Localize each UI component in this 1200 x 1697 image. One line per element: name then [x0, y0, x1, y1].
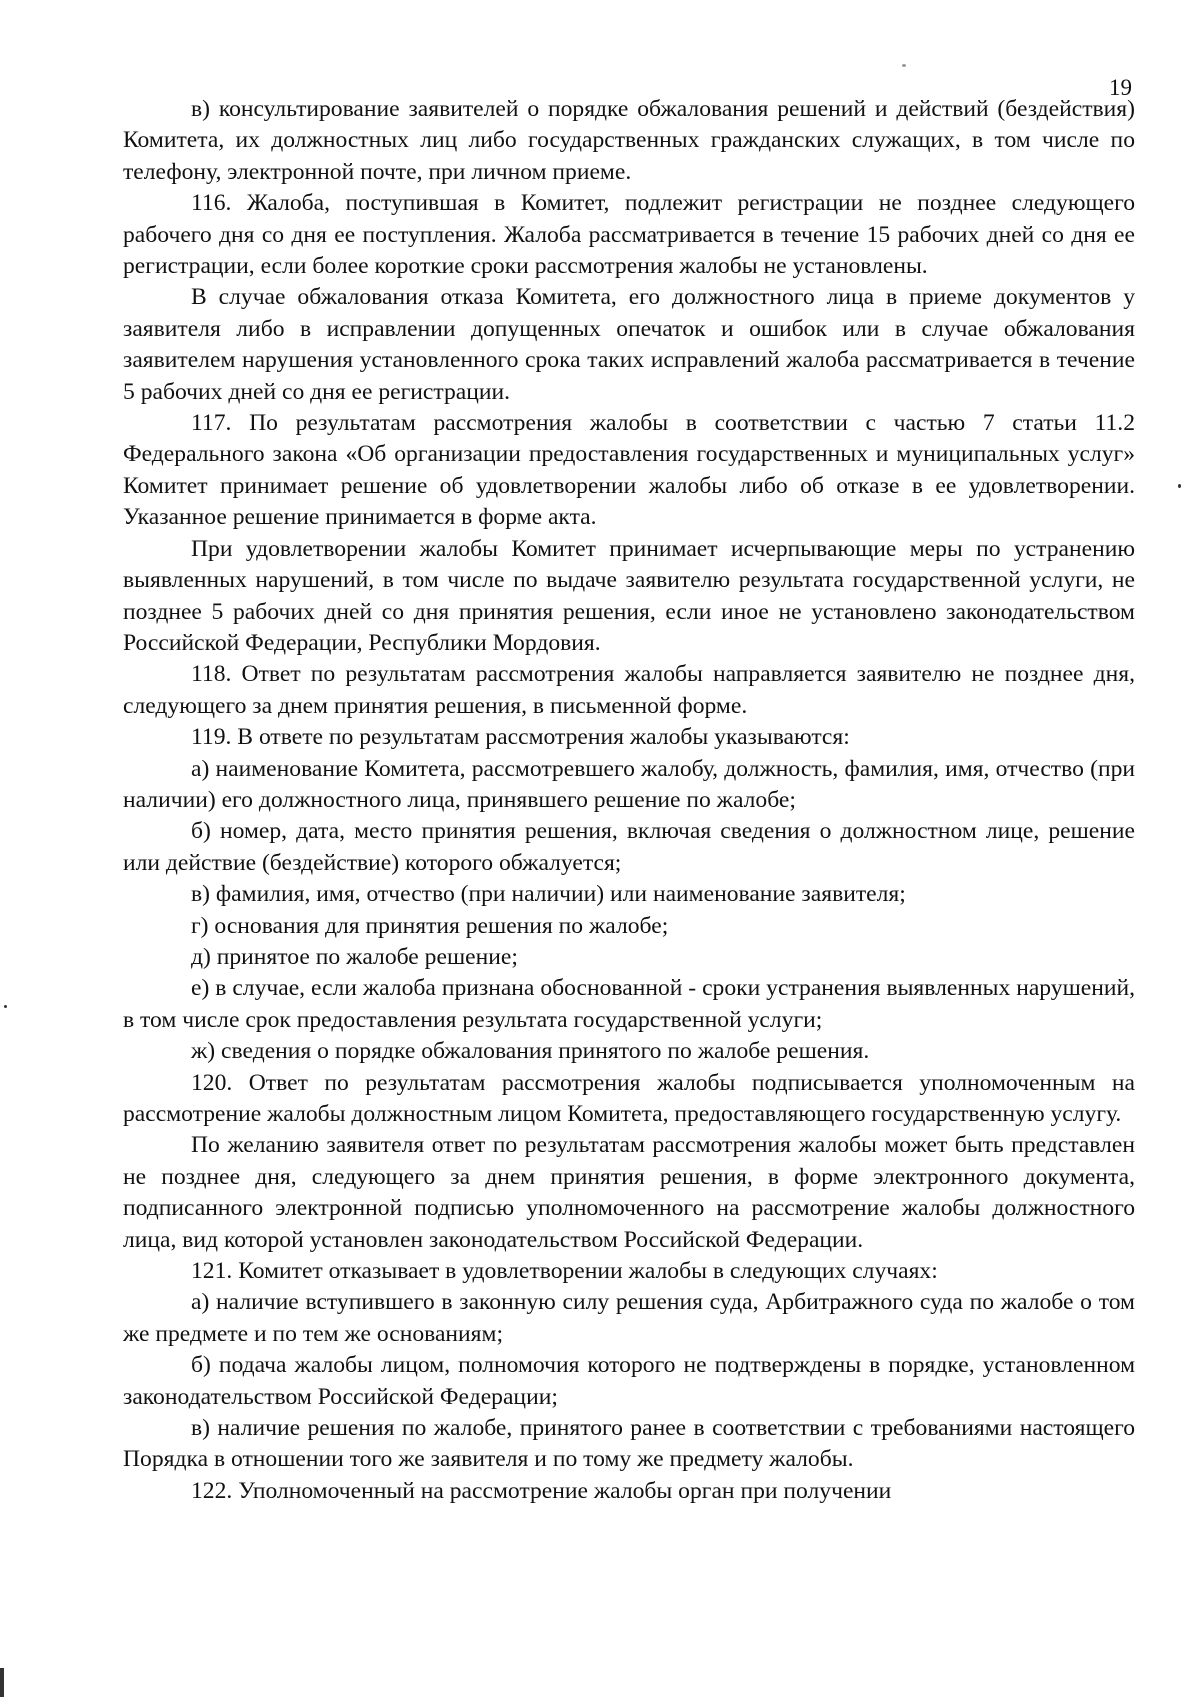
paragraph: В случае обжалования отказа Комитета, его должностного лица в приеме документов у заявителя либо в исправлении допущенных опечаток и ошибок или в случае обжалования заявителем нарушения установленного срока таких исправлений жалоба рассматривается в течение 5 рабочих дней со дня ее регистрации.	[123, 284, 1135, 405]
paragraph: в) консультирование заявителей о порядке обжалования решений и действий (бездействия) Комитета, их должностных лиц либо государственных гражданских служащих, в том числе по телефону, электронной почте, при личном приеме.	[123, 96, 1135, 185]
scan-speck	[0, 1668, 4, 1697]
list-item: б) подача жалобы лицом, полномочия которого не подтверждены в порядке, установленном законодательством Российской Федерации;	[123, 1352, 1135, 1410]
list-item: е) в случае, если жалоба признана обоснованной - сроки устранения выявленных нарушений, в том числе срок предоставления результата государственной услуги;	[123, 975, 1135, 1033]
paragraph: При удовлетворении жалобы Комитет принимает исчерпывающие меры по устранению выявленных нарушений, в том числе по выдаче заявителю результата государственной услуги, не позднее 5 рабочих дней со дня принятия решения, если иное не установлено законодательством Российской Федерации, Республики Мордовия.	[123, 535, 1135, 656]
scan-speck	[1178, 484, 1181, 488]
list-item: б) номер, дата, место принятия решения, включая сведения о должностном лице, решение или действие (бездействие) которого обжалуется;	[123, 818, 1135, 876]
paragraph: 117. По результатам рассмотрения жалобы в соответствии с частью 7 статьи 11.2 Федерального закона «Об организации предоставления государственных и муниципальных услуг» Комитет принимает решение об удовлетворении жалобы либо об отказе в ее удовлетворении. Указанное решение принимается в форме акта.	[123, 410, 1135, 531]
list-item: а) наличие вступившего в законную силу решения суда, Арбитражного суда по жалобе о том же предмете и по тем же основаниям;	[123, 1289, 1135, 1347]
paragraph: 119. В ответе по результатам рассмотрения жалобы указываются:	[191, 724, 850, 751]
paragraph: 122. Уполномоченный на рассмотрение жалобы орган при получении	[191, 1477, 892, 1504]
paragraph: 120. Ответ по результатам рассмотрения жалобы подписывается уполномоченным на рассмотрение жалобы должностным лицом Комитета, предоставляющего государственную услугу.	[123, 1069, 1135, 1127]
list-item: в) фамилия, имя, отчество (при наличии) или наименование заявителя;	[191, 881, 906, 908]
scan-speck	[4, 1005, 7, 1008]
list-item: а) наименование Комитета, рассмотревшего жалобу, должность, фамилия, имя, отчество (при наличии) его должностного лица, принявшего решение по жалобе;	[123, 755, 1135, 813]
paragraph: 118. Ответ по результатам рассмотрения жалобы направляется заявителю не позднее дня, следующего за днем принятия решения, в письменной форме.	[123, 661, 1135, 719]
paragraph: 121. Комитет отказывает в удовлетворении жалобы в следующих случаях:	[191, 1258, 938, 1285]
paragraph: 116. Жалоба, поступившая в Комитет, подлежит регистрации не позднее следующего рабочего дня со дня ее поступления. Жалоба рассматривается в течение 15 рабочих дней со дня ее регистрации, если более короткие сроки рассмотрения жалобы не установлены.	[123, 190, 1135, 280]
document-body	[123, 94, 1135, 1507]
list-item: в) наличие решения по жалобе, принятого ранее в соответствии с требованиями настоящего Порядка в отношении того же заявителя и по тому же предмету жалобы.	[123, 1415, 1135, 1473]
list-item: ж) сведения о порядке обжалования принятого по жалобе решения.	[191, 1038, 870, 1065]
list-item: д) принятое по жалобе решение;	[191, 943, 518, 970]
paragraph: По желанию заявителя ответ по результатам рассмотрения жалобы может быть представлен не позднее дня, следующего за днем принятия решения, в форме электронного документа, подписанного электронной подписью уполномоченного на рассмотрение жалобы должностного лица, вид которой установлен законодательством Российской Федерации.	[123, 1132, 1135, 1253]
page-number: 19	[1109, 75, 1132, 100]
list-item: г) основания для принятия решения по жалобе;	[191, 912, 669, 939]
scan-speck	[902, 64, 906, 67]
